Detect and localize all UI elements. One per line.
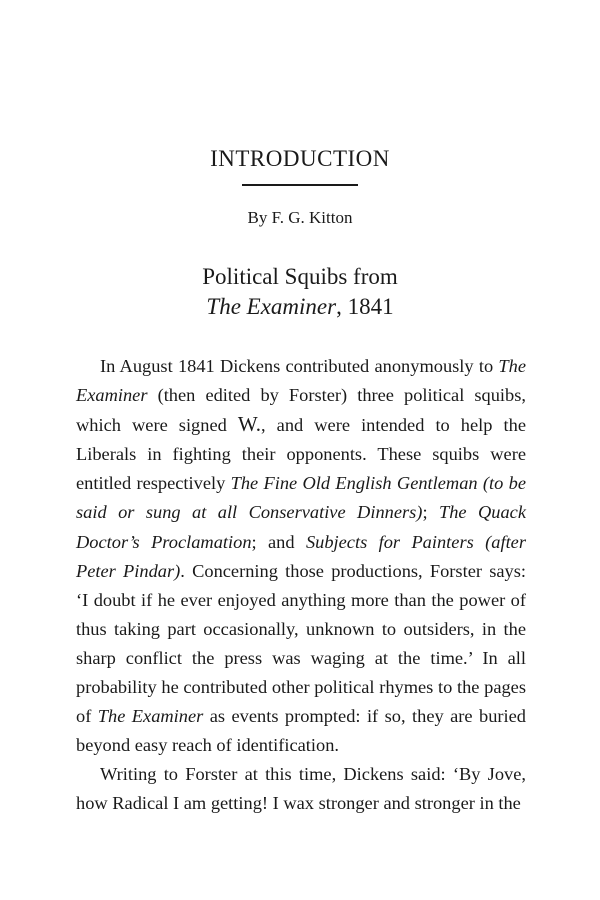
text-run: . Concerning those productions, Forster says: ‘I doubt if he ever enjoyed anything more than the power of thus taking part occasionally, unknown to outsiders, in the sharp conflict the press was waging at the time.’ In all probability he contributed other political rhymes to the pages of [76, 560, 526, 727]
heading-italic-title: The Examiner [206, 294, 337, 319]
chapter-title: INTRODUCTION [210, 146, 390, 171]
heading-line-1: Political Squibs from [202, 264, 398, 289]
text-run: ; [422, 502, 439, 523]
italic-title: The Examiner [76, 356, 526, 406]
title-rule [242, 184, 358, 186]
section-heading [0, 262, 600, 322]
heading-year: , 1841 [336, 294, 394, 319]
body-text [76, 352, 526, 819]
paragraph-2: Writing to Forster at this time, Dickens said: ‘By Jove, how Radical I am getting! I wax stronger and stronger in the [76, 764, 526, 814]
text-run: In August 1841 Dickens contributed anonymously to [100, 356, 499, 376]
italic-title: The Fine Old English Gentleman (to be said or sung at all Conservative Dinners) [76, 473, 527, 523]
italic-title: The Quack Doctor’s Proclamation [76, 502, 526, 552]
signature-w: W. [237, 412, 262, 437]
text-run: as events prompted: if so, they are buried beyond easy reach of identification. [76, 706, 526, 756]
italic-title: The Examiner [97, 706, 204, 727]
text-run: (then edited by Forster) three political squibs, which were signed [76, 385, 526, 436]
paragraph-1 [76, 352, 526, 760]
italic-title: Subjects for Painters (after Peter Pindar) [76, 531, 527, 581]
text-run: , and were intended to help the Liberals in fighting their opponents. These squibs were entitled respectively [76, 415, 526, 494]
author-line: By F. G. Kitton [247, 208, 353, 227]
text-run: ; and [251, 531, 306, 552]
heading-line-2 [0, 292, 600, 322]
